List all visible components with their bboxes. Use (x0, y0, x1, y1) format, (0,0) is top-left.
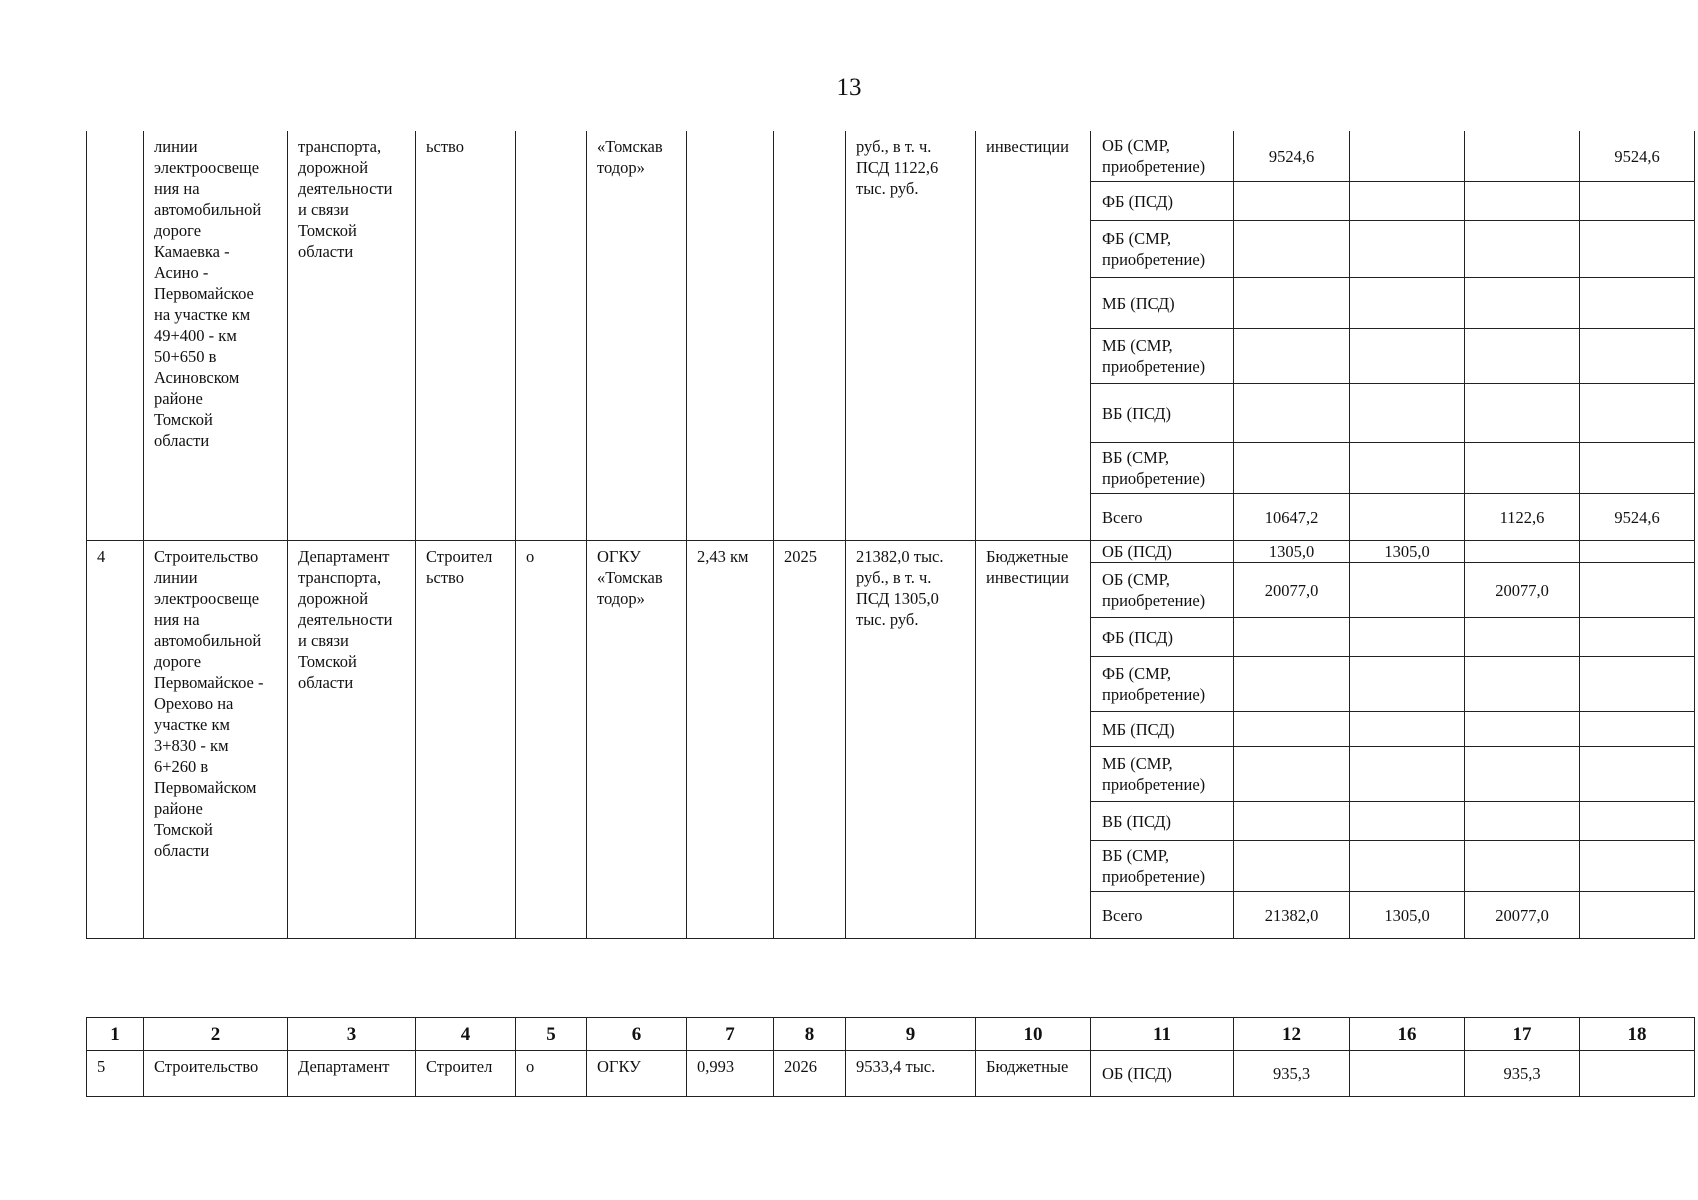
amount-c18 (1580, 1051, 1695, 1097)
amount-c12 (1234, 329, 1350, 384)
column-number: 17 (1465, 1018, 1580, 1051)
amount-c18 (1580, 618, 1695, 657)
column-number: 18 (1580, 1018, 1695, 1051)
customer-cell: Департамент транспорта, дорожной деятельности и связи Томской области (288, 541, 416, 939)
amount-c12 (1234, 221, 1350, 278)
amount-c12: 1305,0 (1234, 541, 1350, 563)
amount-c17 (1465, 182, 1580, 221)
source-label: ОБ (ПСД) (1091, 541, 1234, 563)
amount-c18 (1580, 221, 1695, 278)
column-number: 7 (687, 1018, 774, 1051)
year-cell: 2026 (774, 1051, 846, 1097)
amount-c16: 1305,0 (1350, 541, 1465, 563)
column-number: 2 (144, 1018, 288, 1051)
source-label: МБ (ПСД) (1091, 712, 1234, 747)
amount-c12 (1234, 712, 1350, 747)
amount-c18 (1580, 182, 1695, 221)
column-number: 8 (774, 1018, 846, 1051)
contractor-cell: ОГКУ (587, 1051, 687, 1097)
column-number: 4 (416, 1018, 516, 1051)
cost-cell: 21382,0 тыс. руб., в т. ч. ПСД 1305,0 тыс. руб. (846, 541, 976, 939)
amount-c17: 1122,6 (1465, 494, 1580, 541)
amount-c16 (1350, 1051, 1465, 1097)
amount-c18 (1580, 802, 1695, 841)
amount-c12 (1234, 747, 1350, 802)
amount-c17 (1465, 131, 1580, 182)
amount-c17 (1465, 221, 1580, 278)
amount-c18: 9524,6 (1580, 131, 1695, 182)
investment-table (86, 131, 1695, 939)
amount-c18 (1580, 278, 1695, 329)
amount-c17: 20077,0 (1465, 892, 1580, 939)
amount-c12 (1234, 384, 1350, 443)
source-label: ФБ (СМР, приобретение) (1091, 657, 1234, 712)
amount-c12 (1234, 802, 1350, 841)
amount-c12 (1234, 841, 1350, 892)
amount-c18 (1580, 384, 1695, 443)
funding-kind-cell: Бюджетные инвестиции (976, 541, 1091, 939)
amount-c16 (1350, 278, 1465, 329)
column-number: 10 (976, 1018, 1091, 1051)
work-type-cell: ьство (416, 131, 516, 541)
source-label: ВБ (ПСД) (1091, 802, 1234, 841)
amount-c12: 9524,6 (1234, 131, 1350, 182)
column-number: 9 (846, 1018, 976, 1051)
amount-c16: 1305,0 (1350, 892, 1465, 939)
work-type-cell: Строител (416, 1051, 516, 1097)
amount-c18 (1580, 541, 1695, 563)
amount-c17 (1465, 747, 1580, 802)
amount-c17 (1465, 541, 1580, 563)
source-label: Всего (1091, 892, 1234, 939)
column-number: 16 (1350, 1018, 1465, 1051)
source-label: МБ (СМР, приобретение) (1091, 747, 1234, 802)
amount-c17 (1465, 329, 1580, 384)
amount-c17 (1465, 802, 1580, 841)
amount-c12 (1234, 443, 1350, 494)
capacity-cell (687, 131, 774, 541)
flag-cell: о (516, 541, 587, 939)
amount-c17: 935,3 (1465, 1051, 1580, 1097)
amount-c18 (1580, 892, 1695, 939)
amount-c18 (1580, 563, 1695, 618)
amount-c17: 20077,0 (1465, 563, 1580, 618)
customer-cell: Департамент (288, 1051, 416, 1097)
flag-cell: о (516, 1051, 587, 1097)
row-number-cell: 5 (87, 1051, 144, 1097)
source-label: МБ (ПСД) (1091, 278, 1234, 329)
investment-table-continued (86, 1017, 1695, 1097)
capacity-cell: 2,43 км (687, 541, 774, 939)
amount-c12: 935,3 (1234, 1051, 1350, 1097)
work-type-cell: Строител ьство (416, 541, 516, 939)
column-number: 3 (288, 1018, 416, 1051)
amount-c18 (1580, 747, 1695, 802)
source-row (87, 131, 1695, 182)
amount-c12 (1234, 182, 1350, 221)
amount-c16 (1350, 747, 1465, 802)
amount-c16 (1350, 563, 1465, 618)
cost-cell: 9533,4 тыс. (846, 1051, 976, 1097)
source-label: ВБ (СМР, приобретение) (1091, 841, 1234, 892)
column-number-header (87, 1018, 1695, 1051)
funding-kind-cell: Бюджетные (976, 1051, 1091, 1097)
table-row (87, 1051, 1695, 1097)
source-label: ОБ (СМР, приобретение) (1091, 563, 1234, 618)
object-name-cell: Строительство линии электроосвеще ния на автомобильной дороге Первомайское - Орехово на участке км 3+830 - км 6+260 в Первомайском районе Томской области (144, 541, 288, 939)
source-label: МБ (СМР, приобретение) (1091, 329, 1234, 384)
source-row (87, 541, 1695, 563)
amount-c17 (1465, 278, 1580, 329)
amount-c12 (1234, 278, 1350, 329)
amount-c18 (1580, 712, 1695, 747)
amount-c16 (1350, 221, 1465, 278)
year-cell: 2025 (774, 541, 846, 939)
amount-c16 (1350, 131, 1465, 182)
source-label: ВБ (СМР, приобретение) (1091, 443, 1234, 494)
amount-c16 (1350, 494, 1465, 541)
source-label: ВБ (ПСД) (1091, 384, 1234, 443)
amount-c18 (1580, 329, 1695, 384)
row-number-cell: 4 (87, 541, 144, 939)
object-name-cell: линии электроосвеще ния на автомобильной дороге Камаевка - Асино - Первомайское на участке км 49+400 - км 50+650 в Асиновском районе Томской области (144, 131, 288, 541)
funding-kind-cell: инвестиции (976, 131, 1091, 541)
source-label: ФБ (СМР, приобретение) (1091, 221, 1234, 278)
source-label: ФБ (ПСД) (1091, 618, 1234, 657)
page-number: 13 (836, 74, 862, 101)
source-label: Всего (1091, 494, 1234, 541)
cost-cell: руб., в т. ч. ПСД 1122,6 тыс. руб. (846, 131, 976, 541)
source-label: ОБ (ПСД) (1091, 1051, 1234, 1097)
amount-c18: 9524,6 (1580, 494, 1695, 541)
amount-c17 (1465, 618, 1580, 657)
source-label: ОБ (СМР, приобретение) (1091, 131, 1234, 182)
amount-c12: 20077,0 (1234, 563, 1350, 618)
column-number: 11 (1091, 1018, 1234, 1051)
amount-c16 (1350, 443, 1465, 494)
capacity-cell: 0,993 (687, 1051, 774, 1097)
amount-c18 (1580, 841, 1695, 892)
amount-c12: 21382,0 (1234, 892, 1350, 939)
amount-c18 (1580, 657, 1695, 712)
amount-c16 (1350, 618, 1465, 657)
amount-c12 (1234, 657, 1350, 712)
row-number-cell (87, 131, 144, 541)
amount-c16 (1350, 712, 1465, 747)
object-name-cell: Строительство (144, 1051, 288, 1097)
amount-c17 (1465, 841, 1580, 892)
contractor-cell: ОГКУ «Томскав тодор» (587, 541, 687, 939)
customer-cell: транспорта, дорожной деятельности и связи Томской области (288, 131, 416, 541)
amount-c12 (1234, 618, 1350, 657)
source-label: ФБ (ПСД) (1091, 182, 1234, 221)
column-number: 12 (1234, 1018, 1350, 1051)
amount-c16 (1350, 384, 1465, 443)
amount-c17 (1465, 712, 1580, 747)
flag-cell (516, 131, 587, 541)
amount-c16 (1350, 182, 1465, 221)
column-number: 6 (587, 1018, 687, 1051)
amount-c17 (1465, 384, 1580, 443)
amount-c16 (1350, 841, 1465, 892)
column-number: 5 (516, 1018, 587, 1051)
amount-c17 (1465, 657, 1580, 712)
amount-c18 (1580, 443, 1695, 494)
column-number: 1 (87, 1018, 144, 1051)
amount-c16 (1350, 802, 1465, 841)
contractor-cell: «Томскав тодор» (587, 131, 687, 541)
year-cell (774, 131, 846, 541)
amount-c16 (1350, 657, 1465, 712)
amount-c12: 10647,2 (1234, 494, 1350, 541)
amount-c17 (1465, 443, 1580, 494)
amount-c16 (1350, 329, 1465, 384)
